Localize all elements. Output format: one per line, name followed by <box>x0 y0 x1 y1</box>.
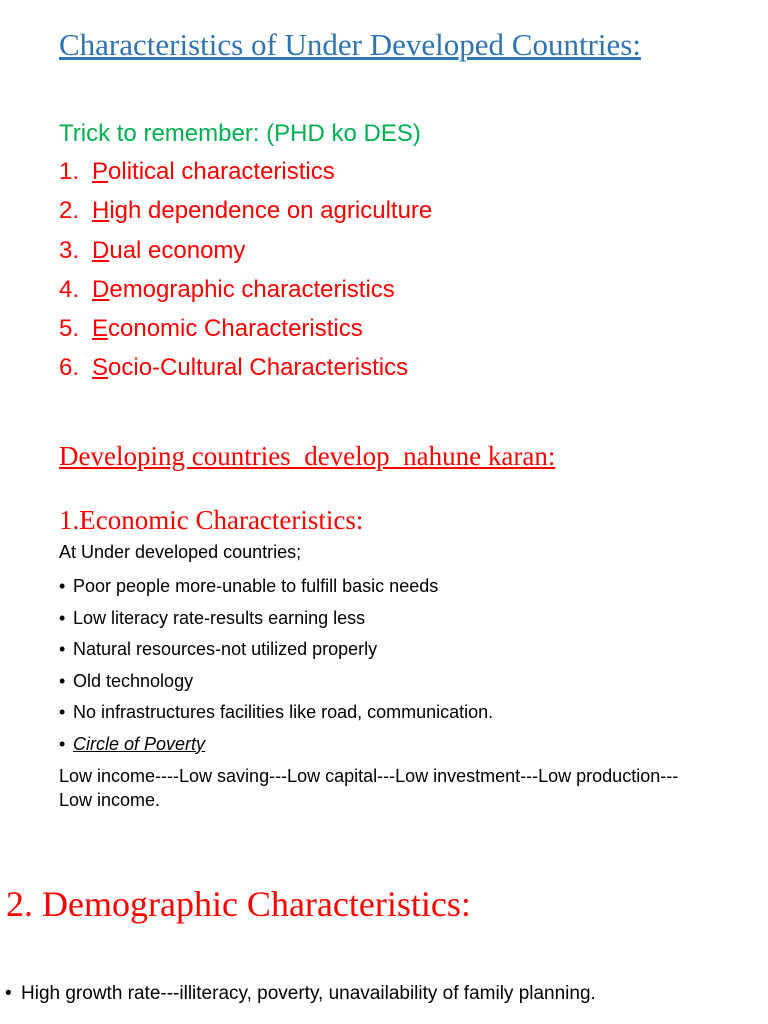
economic-heading: 1.Economic Characteristics: <box>59 505 364 535</box>
poverty-cycle-text: Low income----Low saving---Low capital---Low investment---Low production---Low income. <box>59 766 679 810</box>
bullet-item: • Circle of Poverty <box>59 733 206 754</box>
economic-intro: At Under developed countries; <box>59 542 302 562</box>
bullet-item: • Poor people more-unable to fulfill basic needs <box>59 576 439 596</box>
bullet-item: • Natural resources-not utilized properly <box>59 639 378 659</box>
demographic-heading: 2. Demographic Characteristics: <box>6 884 471 924</box>
trick-text: Trick to remember: (PHD ko DES) <box>59 120 421 147</box>
bullet-item: • Old technology <box>59 670 194 691</box>
economic-bullets <box>59 574 493 763</box>
list-item: 1. Political characteristics <box>59 158 335 185</box>
list-item: 6. Socio-Cultural Characteristics <box>59 354 409 382</box>
demographic-bullet: • High growth rate---illiteracy, poverty, unavailability of family planning. <box>5 983 596 1004</box>
list-item: 5. Economic Characteristics <box>59 315 363 343</box>
list-item: 4. Demographic characteristics <box>59 275 395 303</box>
page-title: Characteristics of Under Developed Countries: <box>59 27 641 62</box>
bullet-item: • No infrastructures facilities like road, communication. <box>59 702 494 722</box>
bullet-item: • Low literacy rate-results earning less <box>59 607 366 628</box>
mnemonic-list <box>59 156 432 392</box>
list-item: 3. Dual economy <box>59 236 246 264</box>
section-heading: Developing countries develop nahune karan: <box>59 441 556 471</box>
list-item: 2. High dependence on agriculture <box>59 197 433 225</box>
